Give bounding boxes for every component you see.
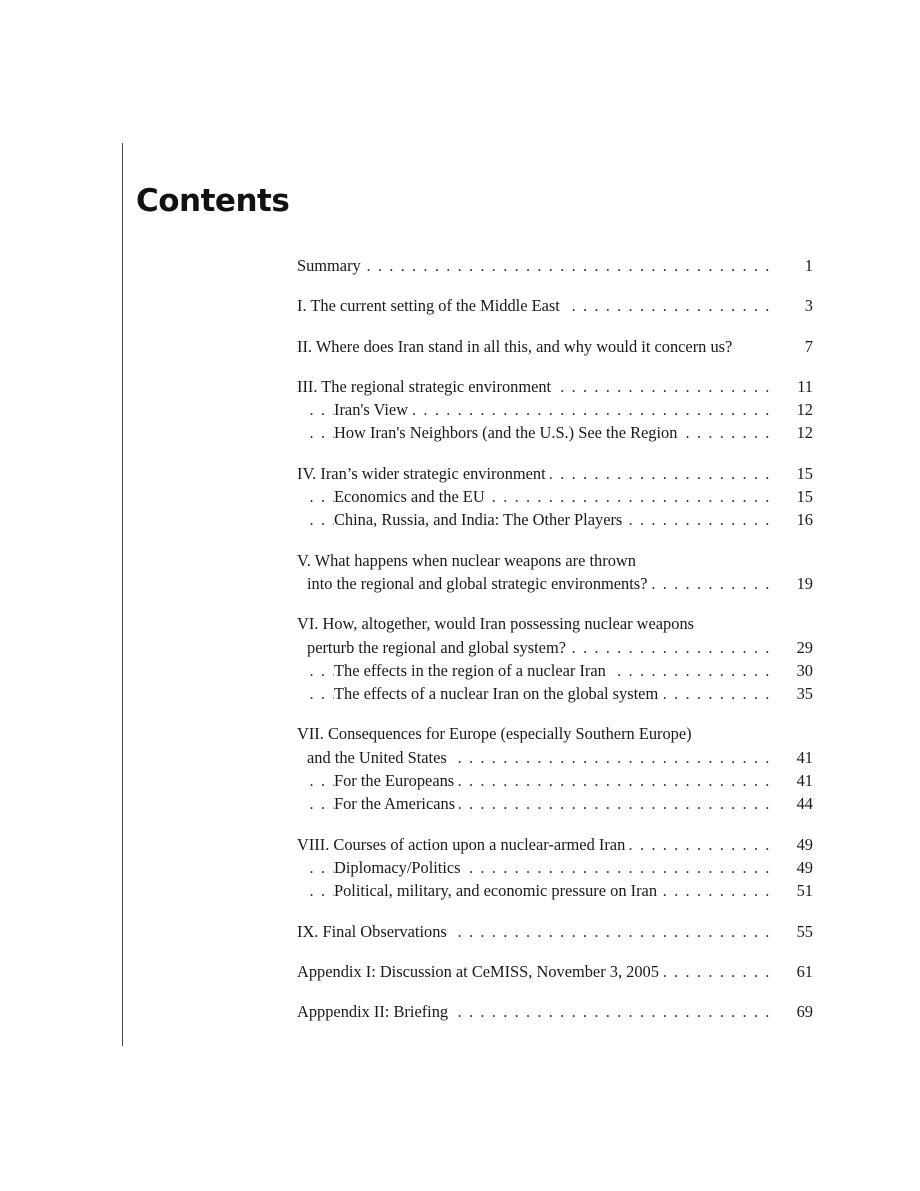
toc-subentry[interactable]: [297, 769, 813, 792]
toc-entry-title: Economics and the EU: [334, 487, 489, 506]
toc-entry-page: 19: [789, 572, 813, 595]
toc-entry[interactable]: [297, 612, 813, 635]
toc-subentry[interactable]: [297, 856, 813, 879]
toc-entry-title: Appendix I: Discussion at CeMISS, November 3, 2005: [297, 962, 663, 981]
toc-subentry[interactable]: [297, 508, 813, 531]
toc-entry[interactable]: [297, 335, 813, 358]
toc-entry[interactable]: [297, 833, 813, 856]
toc-subentry[interactable]: [297, 879, 813, 902]
toc-entry-page: 15: [789, 462, 813, 485]
toc-subentry[interactable]: [297, 682, 813, 705]
toc-entry-title: China, Russia, and India: The Other Players: [334, 510, 626, 529]
toc-entry-page: 12: [789, 398, 813, 421]
toc-entry-page: 29: [789, 636, 813, 659]
toc-entry-page: 30: [789, 659, 813, 682]
toc-entry-page: 55: [789, 920, 813, 943]
toc-group: [297, 462, 813, 532]
toc-entry-title: Iran's View: [334, 400, 412, 419]
toc-entry-page: 41: [789, 746, 813, 769]
toc-entry-title: IV. Iran’s wider strategic environment: [297, 464, 550, 483]
toc-entry-title: VII. Consequences for Europe (especially Southern Europe): [297, 724, 696, 743]
toc-entry-title: How Iran's Neighbors (and the U.S.) See the Region: [334, 423, 681, 442]
toc-entry[interactable]: [297, 254, 813, 277]
toc-entry-title: IX. Final Observations: [297, 922, 451, 941]
toc-entry-page: 12: [789, 421, 813, 444]
toc-entry-page: 7: [801, 335, 813, 358]
toc-entry-page: 44: [789, 792, 813, 815]
toc-entry-title: The effects of a nuclear Iran on the global system: [334, 684, 662, 703]
toc-entry[interactable]: [297, 1000, 813, 1023]
toc-subentry[interactable]: [297, 398, 813, 421]
margin-rule: [122, 143, 123, 1046]
toc-entry-title: V. What happens when nuclear weapons are thrown: [297, 551, 640, 570]
toc-group: [297, 1000, 813, 1023]
toc-entry-page: 15: [789, 485, 813, 508]
toc-entry-title: Apppendix II: Briefing: [297, 1002, 452, 1021]
toc-group: [297, 722, 813, 815]
toc-group: [297, 549, 813, 596]
toc-entry-title: Political, military, and economic pressure on Iran: [334, 881, 661, 900]
toc-group: [297, 612, 813, 705]
toc-entry-page: 51: [789, 879, 813, 902]
toc-entry-title: I. The current setting of the Middle East: [297, 296, 564, 315]
toc-entry-page: 49: [789, 833, 813, 856]
toc-entry[interactable]: [297, 462, 813, 485]
toc-entry-continuation[interactable]: [297, 746, 813, 769]
toc-entry-title: perturb the regional and global system?: [307, 638, 570, 657]
toc-entry[interactable]: [297, 294, 813, 317]
toc-group: [297, 294, 813, 317]
toc-entry-page: 35: [789, 682, 813, 705]
toc-entry[interactable]: [297, 722, 813, 745]
toc-entry-title: and the United States: [307, 748, 451, 767]
toc-group: [297, 254, 813, 277]
toc-entry-page: 16: [789, 508, 813, 531]
table-of-contents: [297, 254, 813, 1040]
toc-entry-page: 41: [789, 769, 813, 792]
toc-subentry[interactable]: [297, 485, 813, 508]
toc-subentry[interactable]: [297, 421, 813, 444]
toc-entry-title: Summary: [297, 256, 365, 275]
toc-entry-title: III. The regional strategic environment: [297, 377, 555, 396]
toc-group: [297, 960, 813, 983]
toc-entry-continuation[interactable]: [297, 636, 813, 659]
toc-subentry[interactable]: [297, 792, 813, 815]
toc-entry-title: VI. How, altogether, would Iran possessing nuclear weapons: [297, 614, 698, 633]
toc-entry-page: 3: [797, 294, 813, 317]
toc-entry-continuation[interactable]: [297, 572, 813, 595]
toc-group: [297, 920, 813, 943]
toc-entry[interactable]: [297, 549, 813, 572]
toc-entry-title: The effects in the region of a nuclear Iran: [334, 661, 610, 680]
toc-entry-title: VIII. Courses of action upon a nuclear-armed Iran: [297, 835, 629, 854]
toc-entry-title: For the Europeans: [334, 771, 458, 790]
toc-entry-page: 1: [797, 254, 813, 277]
toc-entry[interactable]: [297, 960, 813, 983]
toc-group: [297, 335, 813, 358]
toc-entry[interactable]: [297, 375, 813, 398]
toc-entry-page: 61: [789, 960, 813, 983]
toc-subentry[interactable]: [297, 659, 813, 682]
page-title: Contents: [136, 183, 290, 219]
toc-entry-title: For the Americans: [334, 794, 459, 813]
toc-group: [297, 833, 813, 903]
toc-entry-title: Diplomacy/Politics: [334, 858, 465, 877]
toc-entry-title: II. Where does Iran stand in all this, and why would it concern us?: [297, 337, 736, 356]
toc-entry[interactable]: [297, 920, 813, 943]
toc-entry-page: 49: [789, 856, 813, 879]
toc-group: [297, 375, 813, 445]
toc-entry-title: into the regional and global strategic environments?: [307, 574, 651, 593]
toc-entry-page: 69: [789, 1000, 813, 1023]
toc-entry-page: 11: [789, 375, 813, 398]
